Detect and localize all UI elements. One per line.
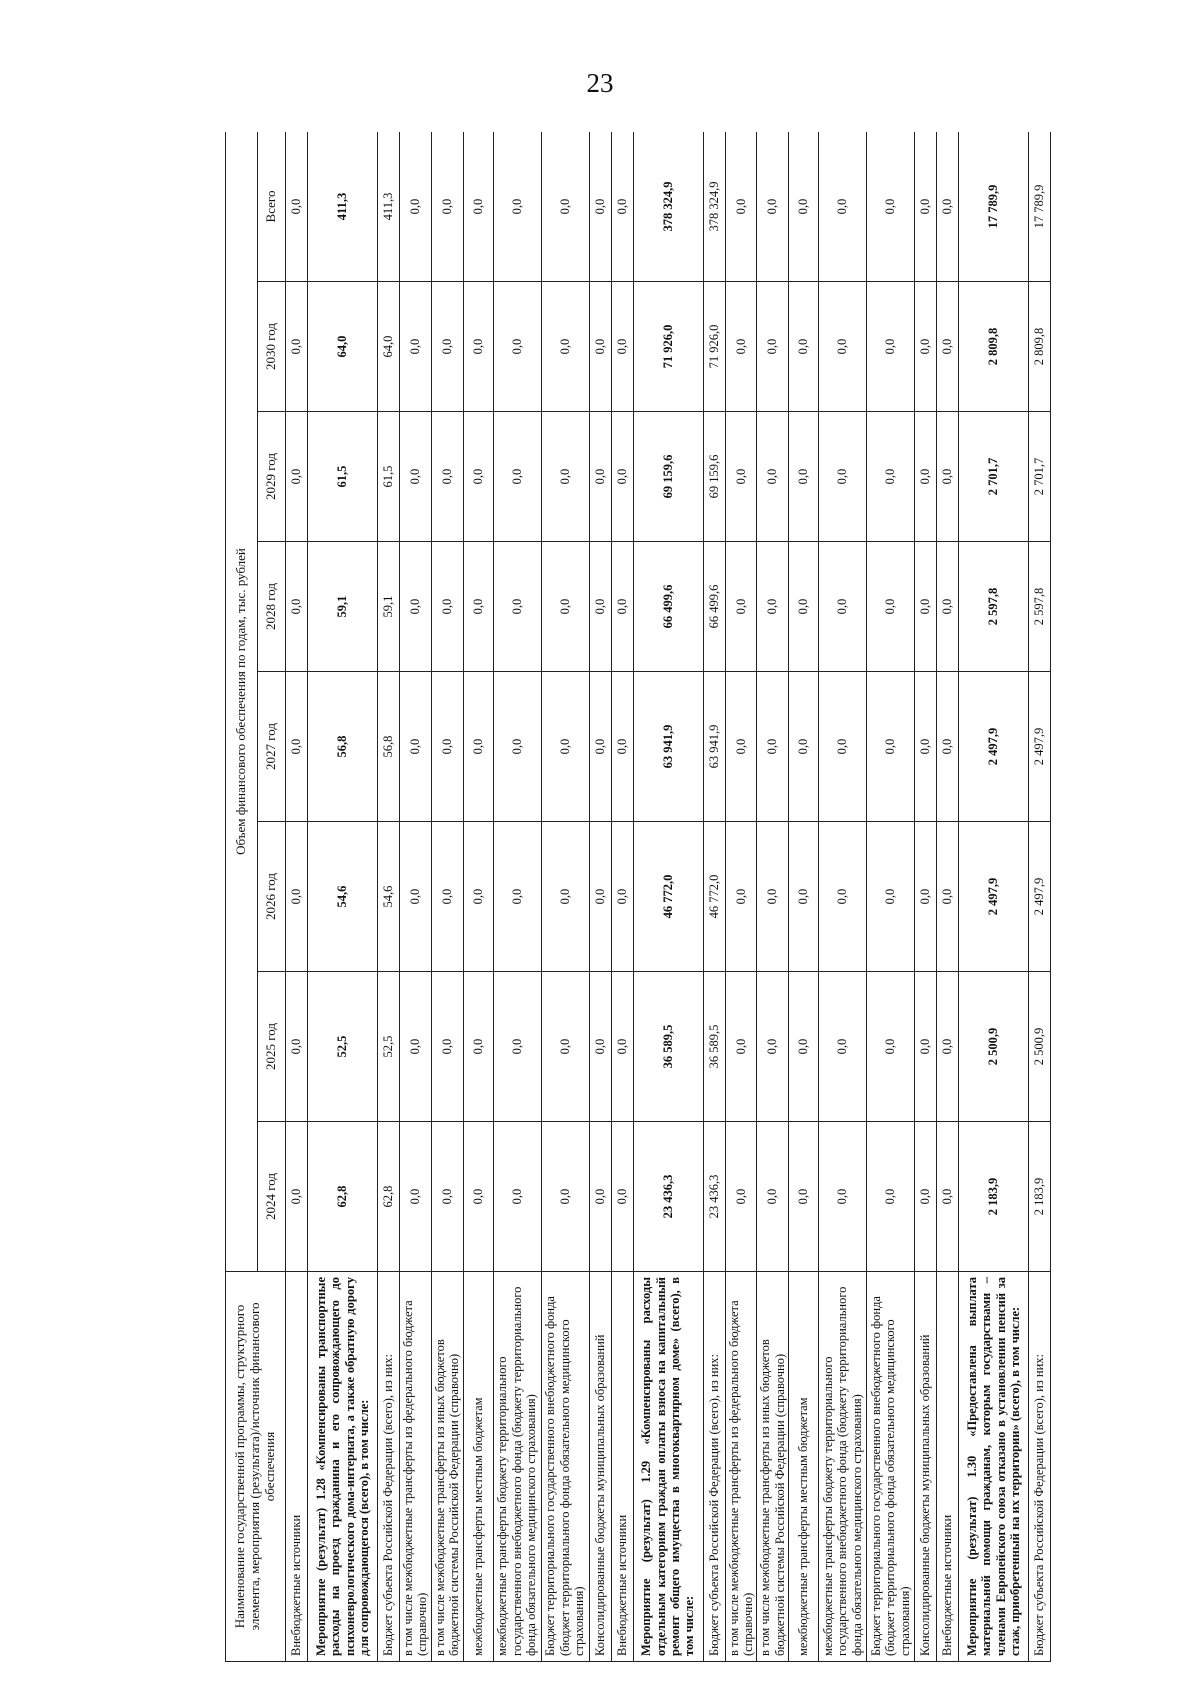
table-row [611,132,633,1662]
page-number: 23 [586,68,614,98]
cell-value: 0,0 [400,972,432,1122]
cell-total: 0,0 [819,132,867,282]
cell-value: 0,0 [589,972,611,1122]
cell-value: 2 597,8 [959,542,1029,672]
cell-value: 0,0 [789,672,819,822]
cell-value: 0,0 [463,542,493,672]
header-name-column: Наименование государственной программы, структурного элемента, мероприятия (результата)/источник финансового обеспечения [226,1272,286,1662]
cell-value: 0,0 [493,822,541,972]
cell-total: 0,0 [757,132,789,282]
cell-value: 69 159,6 [703,412,725,542]
table-row [915,132,937,1662]
cell-value: 0,0 [937,972,959,1122]
cell-value: 0,0 [611,412,633,542]
cell-value: 2 497,9 [959,822,1029,972]
cell-value: 0,0 [757,412,789,542]
table-row [867,132,915,1662]
table-body [286,132,1051,1662]
cell-value: 2 497,9 [1029,822,1051,972]
cell-total: 17 789,9 [959,132,1029,282]
cell-value: 46 772,0 [703,822,725,972]
cell-value: 0,0 [819,822,867,972]
cell-value: 0,0 [937,412,959,542]
cell-value: 0,0 [611,1122,633,1272]
cell-value: 0,0 [819,972,867,1122]
cell-value: 0,0 [867,672,915,822]
cell-value: 2 701,7 [959,412,1029,542]
cell-value: 0,0 [400,412,432,542]
header-year: 2028 год [258,542,286,672]
table-row [378,132,400,1662]
cell-total: 0,0 [937,132,959,282]
cell-value: 0,0 [400,1122,432,1272]
cell-value: 69 159,6 [633,412,703,542]
cell-value: 52,5 [308,972,378,1122]
row-label: Бюджет территориального государственного внебюджетного фонда (бюджет территориального фонда обязательного медицинского страхования) [541,1272,589,1662]
cell-total: 0,0 [463,132,493,282]
cell-value: 0,0 [400,672,432,822]
cell-value: 0,0 [819,672,867,822]
cell-value: 2 809,8 [1029,282,1051,412]
table-row [541,132,589,1662]
cell-value: 0,0 [541,822,589,972]
cell-value: 64,0 [308,282,378,412]
header-year: 2030 год [258,282,286,412]
cell-value: 0,0 [431,972,463,1122]
table-row [589,132,611,1662]
cell-value: 0,0 [789,1122,819,1272]
cell-total: 0,0 [611,132,633,282]
row-label: Мероприятие (результат) 1.29 «Компенсированы расходы отдельным категориям граждан оплаты взноса на капитальный ремонт общего имущества в многоквартирном доме» (всего), в том числе: [633,1272,703,1662]
row-label: Мероприятие (результат) 1.30 «Предоставлена выплата материальной помощи гражданам, которым государствами – членами Европейского союза отказано в установлении пенсий за стаж, приобретенный на их территории» (всего), в том числе: [959,1272,1029,1662]
cell-value: 0,0 [493,542,541,672]
cell-value: 0,0 [757,282,789,412]
cell-value: 0,0 [400,282,432,412]
cell-value: 0,0 [589,282,611,412]
cell-value: 59,1 [308,542,378,672]
header-year: 2027 год [258,672,286,822]
cell-value: 0,0 [541,282,589,412]
table-row [633,132,703,1662]
table-row [819,132,867,1662]
cell-value: 0,0 [463,412,493,542]
cell-value: 0,0 [286,972,308,1122]
row-label: межбюджетные трансферты местным бюджетам [463,1272,493,1662]
table-row [757,132,789,1662]
row-label: Внебюджетные источники [286,1272,308,1662]
cell-value: 0,0 [463,1122,493,1272]
cell-total: 0,0 [431,132,463,282]
cell-value: 0,0 [867,972,915,1122]
cell-value: 0,0 [589,822,611,972]
cell-value: 0,0 [819,282,867,412]
cell-value: 0,0 [867,282,915,412]
cell-total: 0,0 [589,132,611,282]
table-row [959,132,1029,1662]
table-row [703,132,725,1662]
cell-value: 0,0 [611,672,633,822]
cell-value: 2 183,9 [959,1122,1029,1272]
cell-value: 0,0 [541,542,589,672]
cell-value: 0,0 [915,972,937,1122]
cell-value: 0,0 [757,1122,789,1272]
cell-value: 36 589,5 [633,972,703,1122]
row-label: Консолидированные бюджеты муниципальных образований [915,1272,937,1662]
cell-value: 2 497,9 [959,672,1029,822]
cell-value: 0,0 [725,412,757,542]
cell-value: 0,0 [937,672,959,822]
cell-value: 0,0 [789,972,819,1122]
cell-value: 0,0 [431,542,463,672]
cell-value: 0,0 [819,1122,867,1272]
cell-total: 378 324,9 [703,132,725,282]
cell-value: 61,5 [308,412,378,542]
cell-value: 0,0 [400,542,432,672]
cell-value: 54,6 [308,822,378,972]
row-label: в том числе межбюджетные трансферты из иных бюджетов бюджетной системы Российской Федерации (справочно) [431,1272,463,1662]
cell-value: 2 183,9 [1029,1122,1051,1272]
cell-value: 23 436,3 [703,1122,725,1272]
cell-value: 0,0 [611,972,633,1122]
rotated-table-area [225,132,1135,1662]
table-row [1029,132,1051,1662]
table-row [937,132,959,1662]
table-row [725,132,757,1662]
cell-value: 0,0 [431,412,463,542]
cell-value: 0,0 [541,672,589,822]
cell-value: 0,0 [463,282,493,412]
cell-value: 0,0 [431,672,463,822]
cell-value: 0,0 [819,412,867,542]
table-row [400,132,432,1662]
table-row [493,132,541,1662]
row-label: межбюджетные трансферты бюджету территориального государственного внебюджетного фонда (бюджету территориального фонда обязательного медицинского страхования) [819,1272,867,1662]
cell-value: 66 499,6 [633,542,703,672]
rotated-table-container [225,132,1135,1662]
cell-value: 0,0 [867,1122,915,1272]
cell-total: 411,3 [308,132,378,282]
cell-value: 66 499,6 [703,542,725,672]
cell-value: 36 589,5 [703,972,725,1122]
cell-value: 0,0 [789,282,819,412]
row-label: в том числе межбюджетные трансферты из федерального бюджета (справочно) [725,1272,757,1662]
cell-value: 0,0 [725,822,757,972]
cell-value: 0,0 [541,972,589,1122]
cell-value: 0,0 [915,412,937,542]
table-row [463,132,493,1662]
cell-value: 46 772,0 [633,822,703,972]
cell-value: 0,0 [937,822,959,972]
cell-value: 0,0 [493,412,541,542]
header-year: 2026 год [258,822,286,972]
cell-value: 0,0 [541,412,589,542]
cell-value: 0,0 [286,1122,308,1272]
cell-value: 2 597,8 [1029,542,1051,672]
cell-value: 0,0 [463,672,493,822]
cell-value: 64,0 [378,282,400,412]
cell-value: 52,5 [378,972,400,1122]
cell-value: 71 926,0 [633,282,703,412]
cell-total: 0,0 [493,132,541,282]
header-year: 2029 год [258,412,286,542]
cell-value: 0,0 [725,1122,757,1272]
cell-total: 0,0 [400,132,432,282]
cell-value: 0,0 [431,282,463,412]
cell-total: 0,0 [867,132,915,282]
cell-value: 0,0 [757,822,789,972]
cell-value: 0,0 [589,1122,611,1272]
cell-total: 378 324,9 [633,132,703,282]
cell-value: 0,0 [493,282,541,412]
cell-value: 62,8 [308,1122,378,1272]
table-row [431,132,463,1662]
table-row [286,132,308,1662]
row-label: Бюджет субъекта Российской Федерации (всего), из них: [378,1272,400,1662]
cell-total: 0,0 [915,132,937,282]
cell-total: 0,0 [541,132,589,282]
header-year: 2025 год [258,972,286,1122]
cell-value: 63 941,9 [633,672,703,822]
cell-value: 0,0 [819,542,867,672]
cell-value: 0,0 [431,822,463,972]
cell-value: 0,0 [725,542,757,672]
row-label: Консолидированные бюджеты муниципальных образований [589,1272,611,1662]
cell-value: 0,0 [589,542,611,672]
header-year: 2024 год [258,1122,286,1272]
header-group-financing: Объем финансового обеспечения по годам, тыс. рублей [226,132,258,1272]
table-row [789,132,819,1662]
cell-value: 0,0 [493,672,541,822]
cell-value: 0,0 [757,672,789,822]
cell-total: 0,0 [286,132,308,282]
row-label: межбюджетные трансферты местным бюджетам [789,1272,819,1662]
cell-total: 17 789,9 [1029,132,1051,282]
cell-value: 0,0 [611,282,633,412]
cell-value: 0,0 [915,282,937,412]
row-label: Бюджет территориального государственного внебюджетного фонда (бюджет территориального фонда обязательного медицинского страхования) [867,1272,915,1662]
row-label: Внебюджетные источники [611,1272,633,1662]
row-label: Внебюджетные источники [937,1272,959,1662]
cell-value: 0,0 [493,1122,541,1272]
cell-value: 2 497,9 [1029,672,1051,822]
cell-value: 0,0 [789,822,819,972]
cell-value: 0,0 [611,542,633,672]
row-label: Бюджет субъекта Российской Федерации (всего), из них: [1029,1272,1051,1662]
cell-value: 0,0 [915,822,937,972]
cell-value: 0,0 [789,412,819,542]
cell-value: 0,0 [589,672,611,822]
row-label: Мероприятие (результат) 1.28 «Компенсированы транспортные расходы на проезд гражданина и его сопровождающего до психоневрологического дома-интерната, а также обратную дорогу для сопровождающегося (всего), в том числе: [308,1272,378,1662]
cell-value: 0,0 [725,282,757,412]
cell-value: 56,8 [378,672,400,822]
cell-value: 0,0 [789,542,819,672]
cell-value: 0,0 [867,412,915,542]
cell-value: 0,0 [611,822,633,972]
cell-value: 0,0 [493,972,541,1122]
row-label: Бюджет субъекта Российской Федерации (всего), из них: [703,1272,725,1662]
cell-value: 56,8 [308,672,378,822]
cell-value: 0,0 [915,672,937,822]
table-row [308,132,378,1662]
cell-value: 2 500,9 [1029,972,1051,1122]
row-label: межбюджетные трансферты бюджету территориального государственного внебюджетного фонда (бюджету территориального фонда обязательного медицинского страхования) [493,1272,541,1662]
cell-value: 0,0 [286,412,308,542]
cell-value: 0,0 [400,822,432,972]
cell-value: 0,0 [725,672,757,822]
cell-value: 0,0 [867,542,915,672]
cell-value: 23 436,3 [633,1122,703,1272]
cell-total: 411,3 [378,132,400,282]
cell-value: 63 941,9 [703,672,725,822]
cell-value: 54,6 [378,822,400,972]
cell-value: 0,0 [915,1122,937,1272]
cell-value: 0,0 [757,972,789,1122]
cell-value: 0,0 [915,542,937,672]
cell-total: 0,0 [789,132,819,282]
cell-value: 59,1 [378,542,400,672]
cell-value: 2 701,7 [1029,412,1051,542]
row-label: в том числе межбюджетные трансферты из федерального бюджета (справочно) [400,1272,432,1662]
cell-value: 2 500,9 [959,972,1029,1122]
header-total: Всего [258,132,286,282]
cell-value: 0,0 [757,542,789,672]
cell-value: 61,5 [378,412,400,542]
cell-value: 0,0 [589,412,611,542]
cell-value: 0,0 [286,672,308,822]
financing-table [225,132,1051,1662]
cell-value: 0,0 [286,822,308,972]
cell-value: 0,0 [463,822,493,972]
cell-value: 0,0 [867,822,915,972]
cell-value: 0,0 [541,1122,589,1272]
cell-value: 71 926,0 [703,282,725,412]
cell-value: 0,0 [431,1122,463,1272]
cell-value: 0,0 [463,972,493,1122]
cell-total: 0,0 [725,132,757,282]
row-label: в том числе межбюджетные трансферты из иных бюджетов бюджетной системы Российской Федерации (справочно) [757,1272,789,1662]
cell-value: 62,8 [378,1122,400,1272]
cell-value: 2 809,8 [959,282,1029,412]
cell-value: 0,0 [286,282,308,412]
cell-value: 0,0 [937,1122,959,1272]
cell-value: 0,0 [937,542,959,672]
cell-value: 0,0 [725,972,757,1122]
cell-value: 0,0 [286,542,308,672]
cell-value: 0,0 [937,282,959,412]
